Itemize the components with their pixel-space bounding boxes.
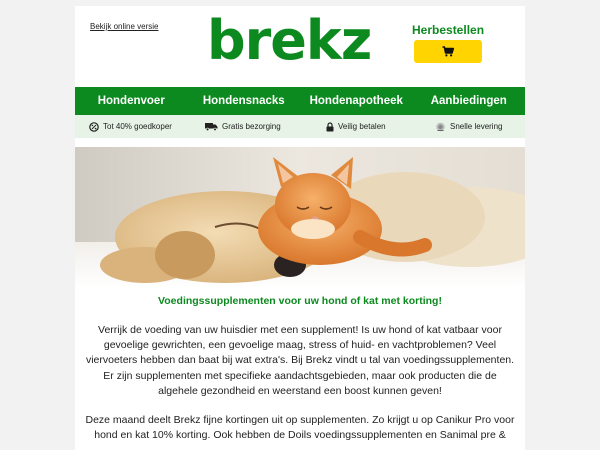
view-online-link[interactable]: Bekijk online versie [90, 22, 159, 31]
usp-bar [75, 115, 525, 138]
nav-item-hondenapotheek[interactable]: Hondenapotheek [309, 95, 403, 107]
body-text [83, 323, 517, 450]
usp-label: Tot 40% goedkoper [103, 122, 172, 131]
delivery-icon [435, 122, 446, 132]
discount-icon [89, 122, 99, 132]
usp-item-discount [89, 122, 172, 132]
truck-icon [205, 122, 218, 131]
nav-item-hondensnacks[interactable]: Hondensnacks [202, 95, 285, 107]
usp-label: Snelle levering [450, 122, 503, 131]
email-container [75, 6, 525, 450]
lock-icon [326, 122, 334, 132]
paragraph: Verrijk de voeding van uw huisdier met een supplement! Is uw hond of kat vatbaar voor gevoelige gewrichten, een gevoelige maag, stress of huid- en vachtproblemen? Veel viervoeters hebben dan baat bij wat extra's. Bij Brekz vindt u tal van voedingssupplementen. Er zijn supplementen met specifieke aandachtsgebieden, maar ook producten die de algehele gezondheid en weerstand een boost kunnen geven! [85, 324, 515, 397]
cart-icon [442, 46, 454, 57]
usp-label: Veilig betalen [338, 122, 386, 131]
nav-item-aanbiedingen[interactable]: Aanbiedingen [430, 95, 507, 107]
puppy-kitten-image [75, 147, 525, 288]
nav-item-hondenvoer[interactable]: Hondenvoer [97, 95, 165, 107]
usp-item-shipping [205, 122, 281, 131]
usp-label: Gratis bezorging [222, 122, 281, 131]
brekz-logo[interactable]: brekz [207, 9, 372, 72]
main-nav [75, 87, 525, 115]
hero-image[interactable] [75, 147, 525, 288]
reorder-label[interactable]: Herbestellen [412, 23, 485, 37]
reorder-button[interactable] [414, 40, 482, 63]
usp-item-secure [326, 122, 386, 132]
paragraph: Deze maand deelt Brekz fijne kortingen uit op supplementen. Zo krijgt u op Canikur Pro voor hond en kat 10% korting. Ook hebben de Doils voedingssupplementen en Sanimal pre & [85, 414, 515, 442]
reorder-block [412, 23, 484, 63]
email-header [75, 6, 525, 87]
headline: Voedingssupplementen voor uw hond of kat met korting! [158, 295, 442, 307]
usp-item-delivery [435, 122, 502, 132]
